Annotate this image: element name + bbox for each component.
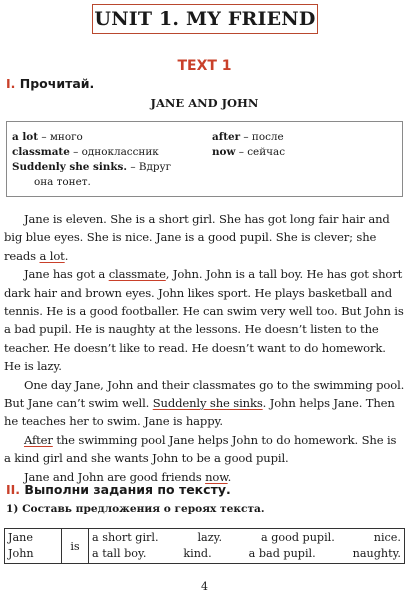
vocab-highlight: After <box>24 432 53 447</box>
verb-cell: is <box>62 529 89 564</box>
story-text-run: Jane and John are good friends <box>24 469 206 484</box>
section-2-roman: II. <box>6 482 21 497</box>
vocab-highlight: classmate <box>108 267 166 282</box>
vocab-item <box>212 130 392 145</box>
story-text-run: . <box>64 248 69 263</box>
vocab-translation: – сейчас <box>235 146 286 158</box>
story-text-run: . <box>227 469 232 484</box>
story-text-run: Jane is eleven. She is a short girl. She has got long fair hair and big blue eyes. She is nice. Jane is a good pupil. She is clever; she reads <box>4 212 390 263</box>
vocab-term: a lot <box>12 131 39 143</box>
vocab-translation: – много <box>38 131 83 143</box>
section-1-roman: I. <box>6 76 16 91</box>
story-text-run: the swimming pool Jane helps John to do homework. She is a kind girl and she wants John to be a good pupil. <box>4 432 397 466</box>
vocabulary-right-column <box>212 130 392 160</box>
option: a tall boy. <box>92 547 147 560</box>
option: naughty. <box>352 547 401 560</box>
story-paragraph <box>4 376 405 431</box>
option: a good pupil. <box>260 531 335 544</box>
vocab-item <box>12 145 202 160</box>
section-1-text: Прочитай. <box>19 76 95 91</box>
unit-title: UNIT 1. MY FRIEND <box>94 8 316 30</box>
vocabulary-box <box>6 121 403 197</box>
story-paragraph <box>4 210 405 265</box>
vocab-item <box>12 160 202 190</box>
section-2-text: Выполни задания по тексту. <box>24 482 231 497</box>
vocabulary-left-column <box>12 130 202 190</box>
vocab-translation-cont: она тонет. <box>34 176 91 188</box>
option: a short girl. <box>92 531 159 544</box>
vocab-item <box>12 130 202 145</box>
text-label: TEXT 1 <box>177 58 232 74</box>
page-number: 4 <box>201 580 208 593</box>
vocab-translation: – одноклассник <box>69 146 159 158</box>
vocab-translation: – после <box>240 131 284 143</box>
story-paragraph <box>4 431 405 468</box>
vocab-translation: – Вдруг <box>127 161 172 173</box>
story-paragraph <box>4 265 405 375</box>
subject-jane: Jane <box>8 531 33 544</box>
vocab-item <box>212 145 392 160</box>
options-cell <box>89 529 405 564</box>
vocab-term: Suddenly she sinks. <box>12 161 128 173</box>
task-1: 1) Составь предложения о героях текста. <box>6 503 265 515</box>
section-2-heading <box>6 482 231 497</box>
story-text-run: Jane has got a <box>24 267 109 282</box>
vocab-highlight: Suddenly she sinks <box>152 396 263 411</box>
story-text-run: , John. John is a tall boy. He has got short dark hair and brown eyes. John likes sport. He plays basketball and tennis. He is a good footballer. He can swim very well too. But John is a bad pupil. He is naughty at the lessons. He doesn’t listen to the teacher. He doesn’t like to read. He doesn’t want to do homework. He is lazy. <box>4 267 404 374</box>
section-1-heading <box>6 76 94 91</box>
options-row <box>92 546 401 562</box>
vocab-term: now <box>212 146 236 158</box>
story-text-run: . John helps Jane. Then he teaches her to swim. Jane is happy. <box>4 396 395 429</box>
vocab-term: classmate <box>12 146 70 158</box>
option: a bad pupil. <box>248 547 316 560</box>
option: kind. <box>183 547 212 560</box>
sentence-table <box>4 528 405 564</box>
subject-john: John <box>8 547 34 560</box>
options-row <box>92 530 401 546</box>
vocab-highlight: now <box>205 469 228 484</box>
option: lazy. <box>197 531 223 544</box>
subjects-cell <box>5 529 62 564</box>
story-text <box>4 210 405 486</box>
story-title: JANE AND JOHN <box>150 96 259 110</box>
story-text-run: One day Jane, John and their classmates go to the swimming pool. But Jane can’t swim well. <box>4 377 405 411</box>
option: nice. <box>373 531 401 544</box>
vocab-highlight: a lot <box>39 248 65 263</box>
vocab-term: after <box>212 131 241 143</box>
unit-title-box <box>92 4 318 34</box>
